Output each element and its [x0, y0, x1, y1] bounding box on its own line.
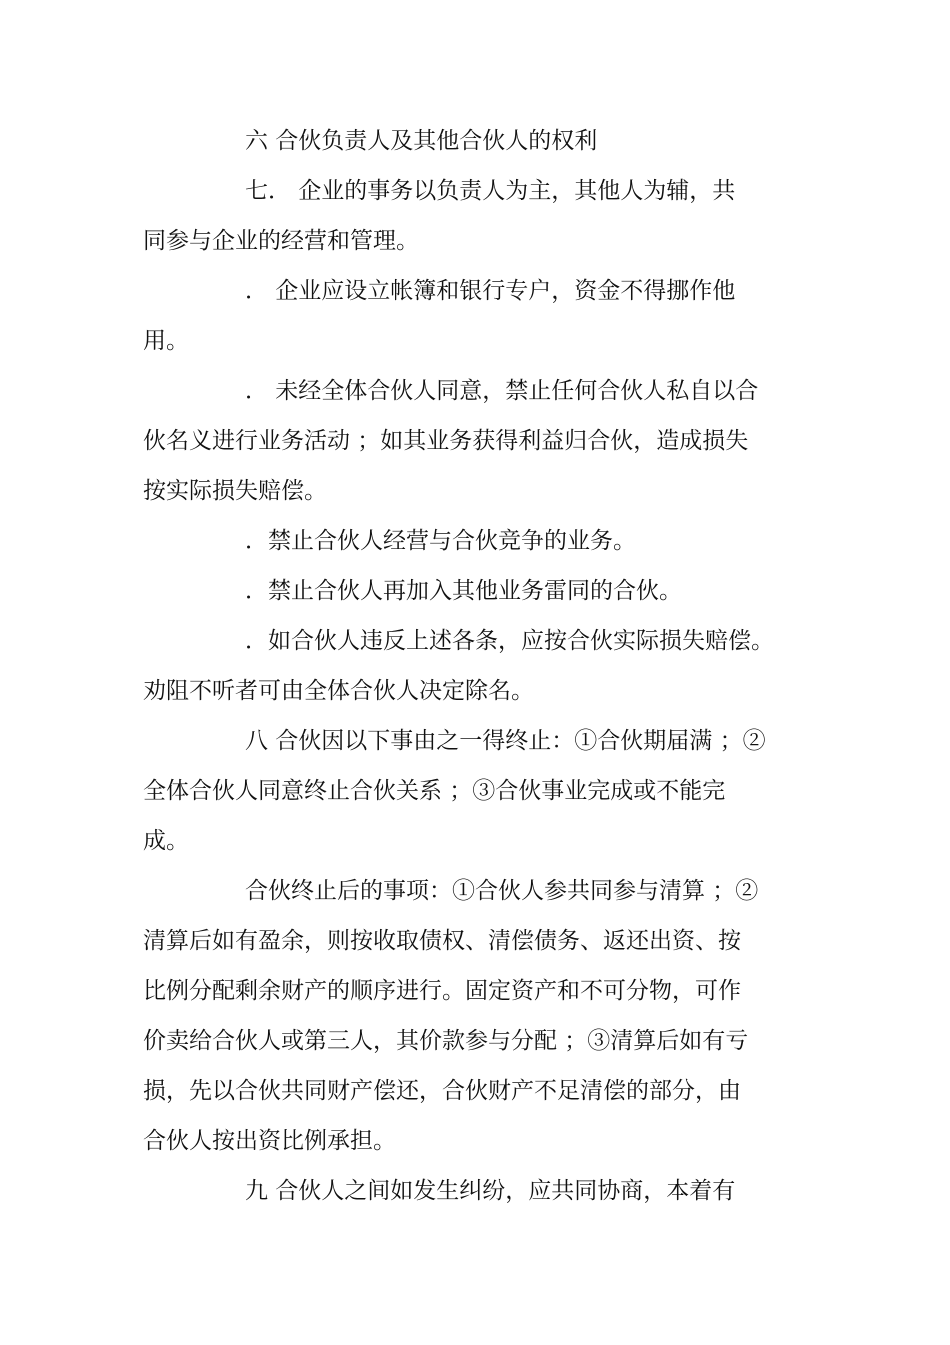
clause-line: ． 企业应设立帐簿和银行专户，资金不得挪作他 — [245, 278, 736, 304]
section-heading-six: 六 合伙负责人及其他合伙人的权利 — [245, 128, 598, 154]
termination-matters-line: 清算后如有盈余，则按收取债权、清偿债务、返还出资、按 — [143, 928, 741, 954]
termination-matters-line: 合伙人按出资比例承担。 — [143, 1128, 396, 1154]
clause-line: 劝阻不听者可由全体合伙人决定除名。 — [143, 678, 534, 704]
clause-seven-line: 七． 企业的事务以负责人为主，其他人为辅，共 — [245, 178, 736, 204]
termination-matters-line: 比例分配剩余财产的顺序进行。固定资产和不可分物，可作 — [143, 978, 741, 1004]
clause-eight-line: 成。 — [143, 828, 189, 854]
clause-line: ．禁止合伙人经营与合伙竞争的业务。 — [245, 528, 636, 554]
clause-line: 伙名义进行业务活动 ；如其业务获得利益归合伙，造成损失 — [143, 428, 749, 454]
clause-line: ． 未经全体合伙人同意，禁止任何合伙人私自以合 — [245, 378, 759, 404]
termination-matters-line: 合伙终止后的事项：①合伙人参共同参与清算 ；② — [245, 878, 759, 904]
termination-matters-line: 损，先以合伙共同财产偿还，合伙财产不足清偿的部分，由 — [143, 1078, 741, 1104]
clause-line: ．禁止合伙人再加入其他业务雷同的合伙。 — [245, 578, 682, 604]
clause-line: 按实际损失赔偿。 — [143, 478, 327, 504]
clause-eight-line: 八 合伙因以下事由之一得终止：①合伙期届满 ；② — [245, 728, 766, 754]
termination-matters-line: 价卖给合伙人或第三人，其价款参与分配 ；③清算后如有亏 — [143, 1028, 749, 1054]
clause-nine-line: 九 合伙人之间如发生纠纷，应共同协商，本着有 — [245, 1178, 736, 1204]
clause-eight-line: 全体合伙人同意终止合伙关系 ；③合伙事业完成或不能完 — [143, 778, 726, 804]
clause-seven-line: 同参与企业的经营和管理。 — [143, 228, 419, 254]
clause-line: ．如合伙人违反上述各条，应按合伙实际损失赔偿。 — [245, 628, 774, 654]
clause-line: 用。 — [143, 328, 189, 354]
